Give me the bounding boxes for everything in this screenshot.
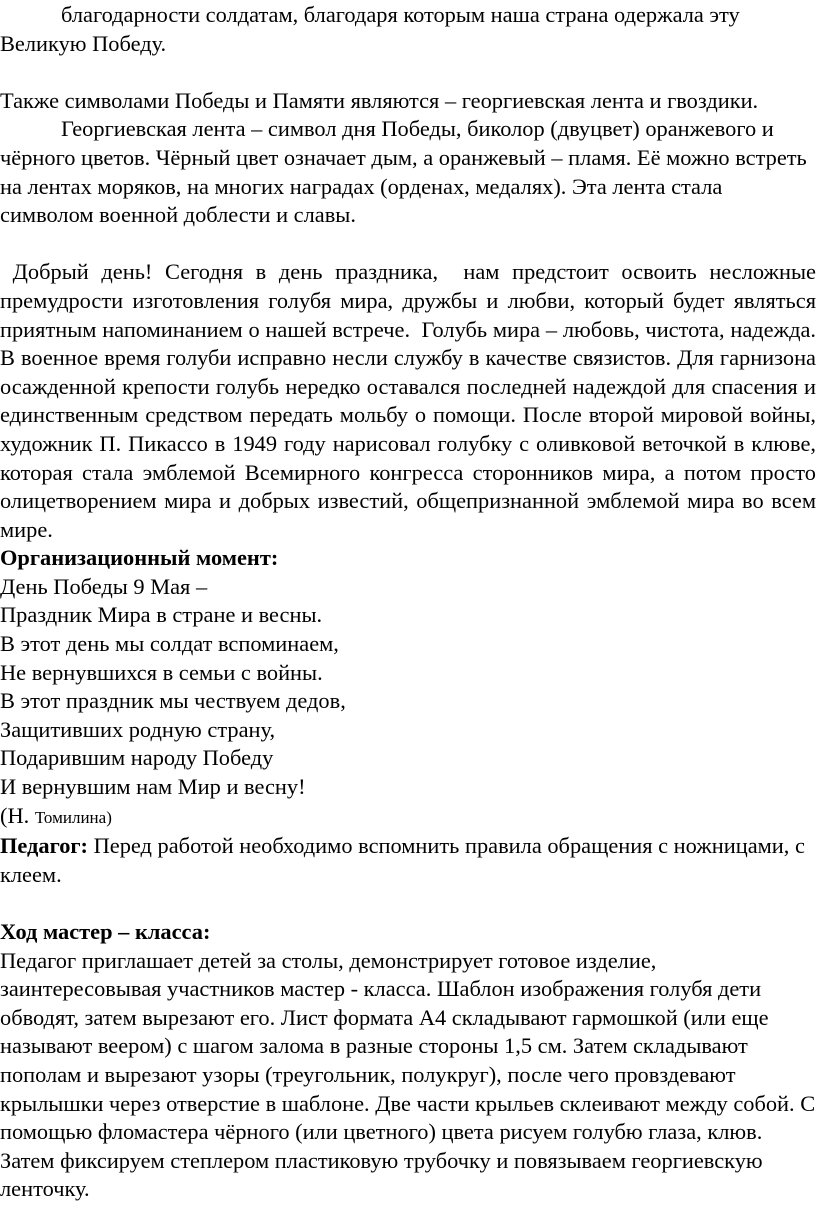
poem-line: И вернувшим нам Мир и весну! [0, 774, 306, 800]
paragraph-st-george-ribbon: Георгиевская лента – символ дня Победы, биколор (двуцвет) оранжевого и чёрного цветов. Чёрный цвет означает дым, а оранжевый – пламя. Её можно встреть на лентах моряков, на многих наградах (орденах, медалях). Эта лента стала символом военной доблести и славы. [0, 116, 807, 228]
heading-masterclass-course [0, 918, 816, 947]
poem-line: День Победы 9 Мая – [0, 573, 208, 599]
poem-author-prefix: (Н. [0, 802, 35, 828]
poem-line: В этот праздник мы чествуем дедов, [0, 688, 346, 714]
teacher-text: Перед работой необходимо вспомнить правила обращения с ножницами, с клеем. [0, 833, 805, 887]
poem-line: Праздник Мира в стране и весны. [0, 602, 323, 628]
poem-line: В этот день мы солдат вспоминаем, [0, 631, 339, 657]
poem-line: Подарившим народу Победу [0, 745, 274, 771]
document-page [0, 1, 816, 1204]
paragraph-gratitude: благодарности солдатам, благодаря которым наша страна одержала эту Великую Победу. [0, 2, 740, 56]
poem [0, 573, 816, 802]
paragraph-masterclass-steps: Педагог приглашает детей за столы, демонстрирует готовое изделие, заинтересовывая участников мастер - класса. Шаблон изображения голубя дети обводят, затем вырезают его. Лист формата А4 складывают гармошкой (или еще называют веером) с шагом залома в разные стороны 1,5 см. Затем складывают пополам и вырезают узоры (треугольник, полукруг), после чего провздевают крылышки через отверстие в шаблоне. Две части крыльев склеивают между собой. С помощью фломастера чёрного (или цветного) цвета рисуем голубю глаза, клюв. Затем фиксируем степлером пластиковую трубочку и повязываем георгиевскую ленточку. [0, 947, 816, 1202]
heading-text: Ход мастер – класса: [0, 919, 211, 944]
poem-line: Не вернувшихся в семьи с войны. [0, 659, 323, 685]
poem-author-name: Томилина) [34, 807, 112, 827]
blank-line [0, 230, 816, 259]
paragraph-symbols: Также символами Победы и Памяти являются – георгиевская лента и гвоздики. [0, 87, 759, 113]
heading-text: Организационный момент: [0, 545, 279, 571]
blank-line [0, 889, 816, 918]
blank-line [0, 58, 816, 87]
poem-author [0, 802, 816, 833]
paragraph-greeting: Добрый день! Сегодня в день праздника, нам предстоит освоить несложные премудрости изготовления голубя мира, дружбы и любви, который будет являться приятным напоминанием о нашей встрече. Голубь мира – любовь, чистота, надежда. В военное время голуби исправно несли службу в качестве связистов. Для гарнизона осажденной крепости голубь нередко оставался последней надеждой для спасения и единственным средством передать мольбу о помощи. После второй мировой войны, художник П. Пикассо в 1949 году нарисовал голубку с оливковой веточкой в клюве, которая стала эмблемой Всемирного конгресса сторонников мира, а потом просто олицетворением мира и добрых известий, общепризнанной эмблемой мира во всем мире. [0, 259, 816, 542]
heading-organizational-moment [0, 544, 816, 573]
paragraph-teacher [0, 832, 816, 889]
teacher-label: Педагог: [0, 833, 89, 859]
poem-line: Защитивших родную страну, [0, 716, 276, 742]
